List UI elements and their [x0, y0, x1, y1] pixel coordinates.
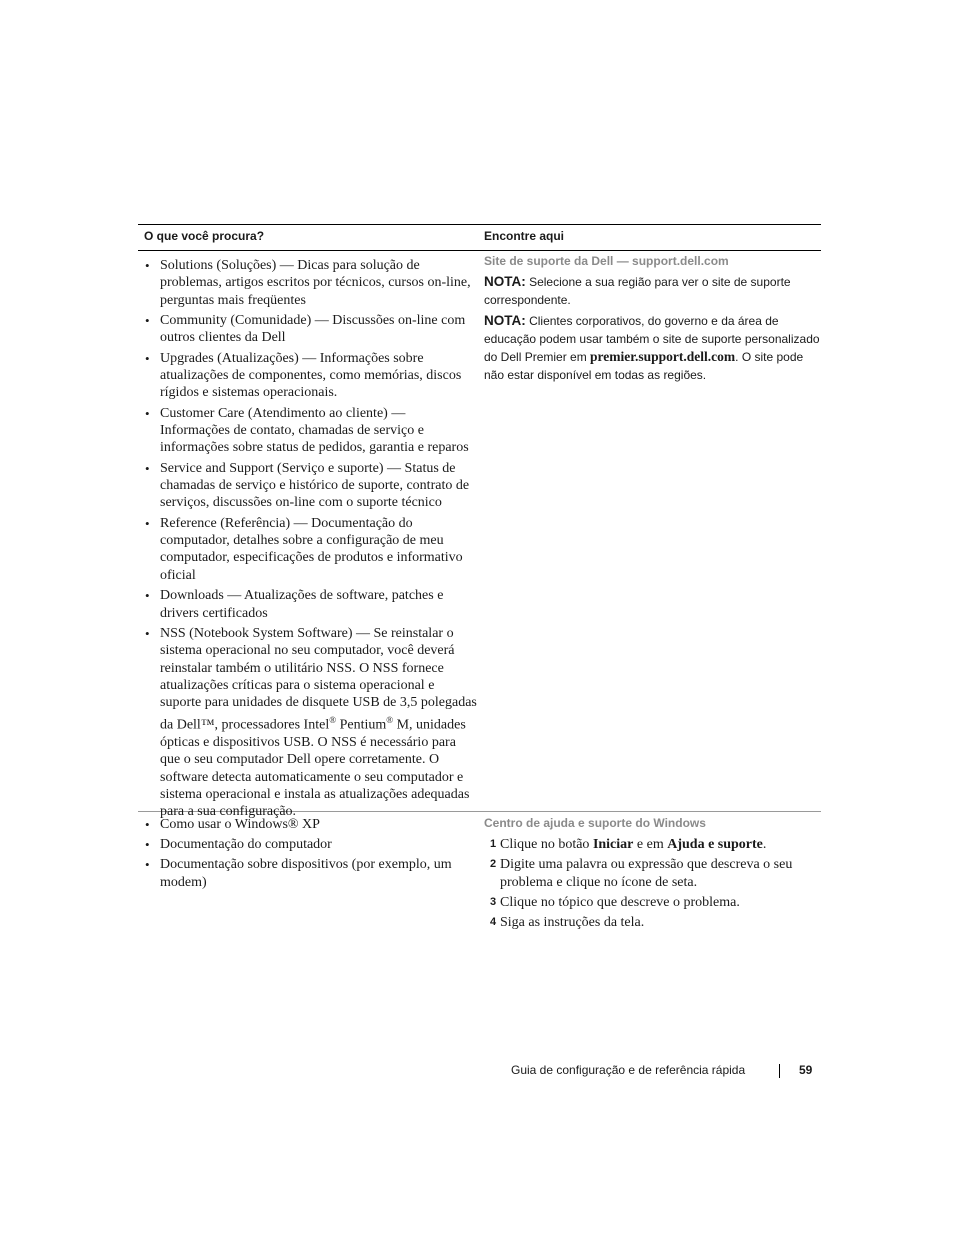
nss-text-2: Pentium: [336, 717, 387, 733]
note-label: NOTA:: [484, 274, 526, 289]
page-number: 59: [799, 1063, 813, 1077]
row1-bullet-list: [138, 251, 478, 821]
step-text: Clique no botão: [500, 837, 593, 852]
footer-divider: [779, 1064, 780, 1078]
step-item: [484, 836, 821, 853]
table-row: [138, 251, 821, 820]
registered-mark: ®: [329, 714, 337, 725]
note-region: [484, 273, 821, 309]
list-item: • Como usar o Windows® XP: [138, 816, 478, 833]
support-url: support.dell.com: [632, 254, 729, 268]
step-emphasis: Ajuda e suporte: [667, 837, 763, 852]
list-item: • Documentação sobre dispositivos (por exemplo, um modem): [138, 856, 478, 891]
list-item: • Solutions (Soluções) — Dicas para solução de problemas, artigos escritos por técnicos, cursos on-line, perguntas mais freqüentes: [138, 257, 478, 309]
step-text: .: [762, 837, 767, 852]
step-text: Siga as instruções da tela.: [500, 915, 645, 931]
header-what-you-seek: O que você procura?: [144, 229, 265, 243]
header-find-here: Encontre aqui: [484, 229, 565, 243]
step-item: [484, 914, 821, 931]
section-title-dell-support: [484, 254, 821, 268]
footer-guide-title: Guia de configuração e de referência rápida: [511, 1063, 746, 1077]
step-number: 4: [490, 916, 497, 929]
step-number: 3: [490, 895, 497, 908]
list-item: • Reference (Referência) — Documentação do computador, detalhes sobre a configuração de meu computador, especificações de produtos e informativo oficial: [138, 515, 478, 585]
registered-mark: ®: [386, 714, 394, 725]
list-item: • Upgrades (Atualizações) — Informações sobre atualizações de componentes, como memórias, discos rígidos e sistemas operacionais.: [138, 350, 478, 402]
reference-table: [138, 224, 821, 942]
note-label: NOTA:: [484, 313, 526, 328]
list-item: • Downloads — Atualizações de software, patches e drivers certificados: [138, 587, 478, 622]
table-row: [138, 812, 821, 942]
table-header-row: [138, 224, 821, 251]
step-number: 1: [490, 838, 497, 850]
section-title-windows-help: Centro de ajuda e suporte do Windows: [484, 816, 706, 830]
note-text: . O site pode não estar disponível em todas as regiões.: [484, 350, 804, 382]
note-text: Selecione a sua região para ver o site de suporte correspondente.: [484, 275, 791, 307]
row1-left-cell: [138, 251, 478, 824]
row2-left-cell: [138, 812, 478, 894]
step-text: e em: [633, 837, 668, 852]
section-title-text: Site de suporte da Dell —: [484, 254, 633, 268]
row1-right-cell: [484, 251, 821, 384]
step-text: Digite uma palavra ou expressão que descreva o seu problema e clique no ícone de seta.: [500, 857, 793, 890]
note-text: Clientes corporativos, do governo e da área de educação podem usar também o site de suporte personalizado do Dell Premier em: [484, 314, 820, 364]
step-number: 2: [490, 858, 497, 871]
step-item: [484, 894, 821, 911]
list-item: • Service and Support (Serviço e suporte) — Status de chamadas de serviço e histórico de suporte, contrato de serviços, discussões on-line com o suporte técnico: [138, 460, 478, 512]
row2-bullet-list: [138, 812, 478, 891]
nss-text-1: NSS (Notebook System Software) — Se reinstalar o sistema operacional no seu computador, você deverá reinstalar também o utilitário NSS. O NSS fornece atualizações críticas para o sistema operacional e suporte para unidades de disquete USB de 3,5 polegadas da Dell™, processadores Intel: [160, 625, 477, 733]
note-premier: [484, 312, 821, 384]
list-item: • Documentação do computador: [138, 836, 478, 853]
list-item: • Customer Care (Atendimento ao cliente) — Informações de contato, chamadas de serviço e informações sobre status de pedidos, garantia e reparos: [138, 405, 478, 457]
list-item-nss: [138, 625, 478, 821]
list-item: • Community (Comunidade) — Discussões on-line com outros clientes da Dell: [138, 312, 478, 347]
step-item: [484, 856, 821, 891]
steps-list: [484, 836, 821, 931]
row2-right-cell: [484, 812, 821, 934]
premier-url: premier.support.dell.com: [590, 349, 736, 364]
step-text: Clique no tópico que descreve o problema.: [500, 894, 740, 910]
step-emphasis: Iniciar: [592, 837, 634, 852]
nss-text-3: M, unidades ópticas e dispositivos USB. O NSS é necessário para que o seu computador Dell opere corretamente. O software detecta automaticamente o seu computador e sistema operacional e instala as atualizações adequadas para a sua configuração.: [160, 717, 470, 820]
